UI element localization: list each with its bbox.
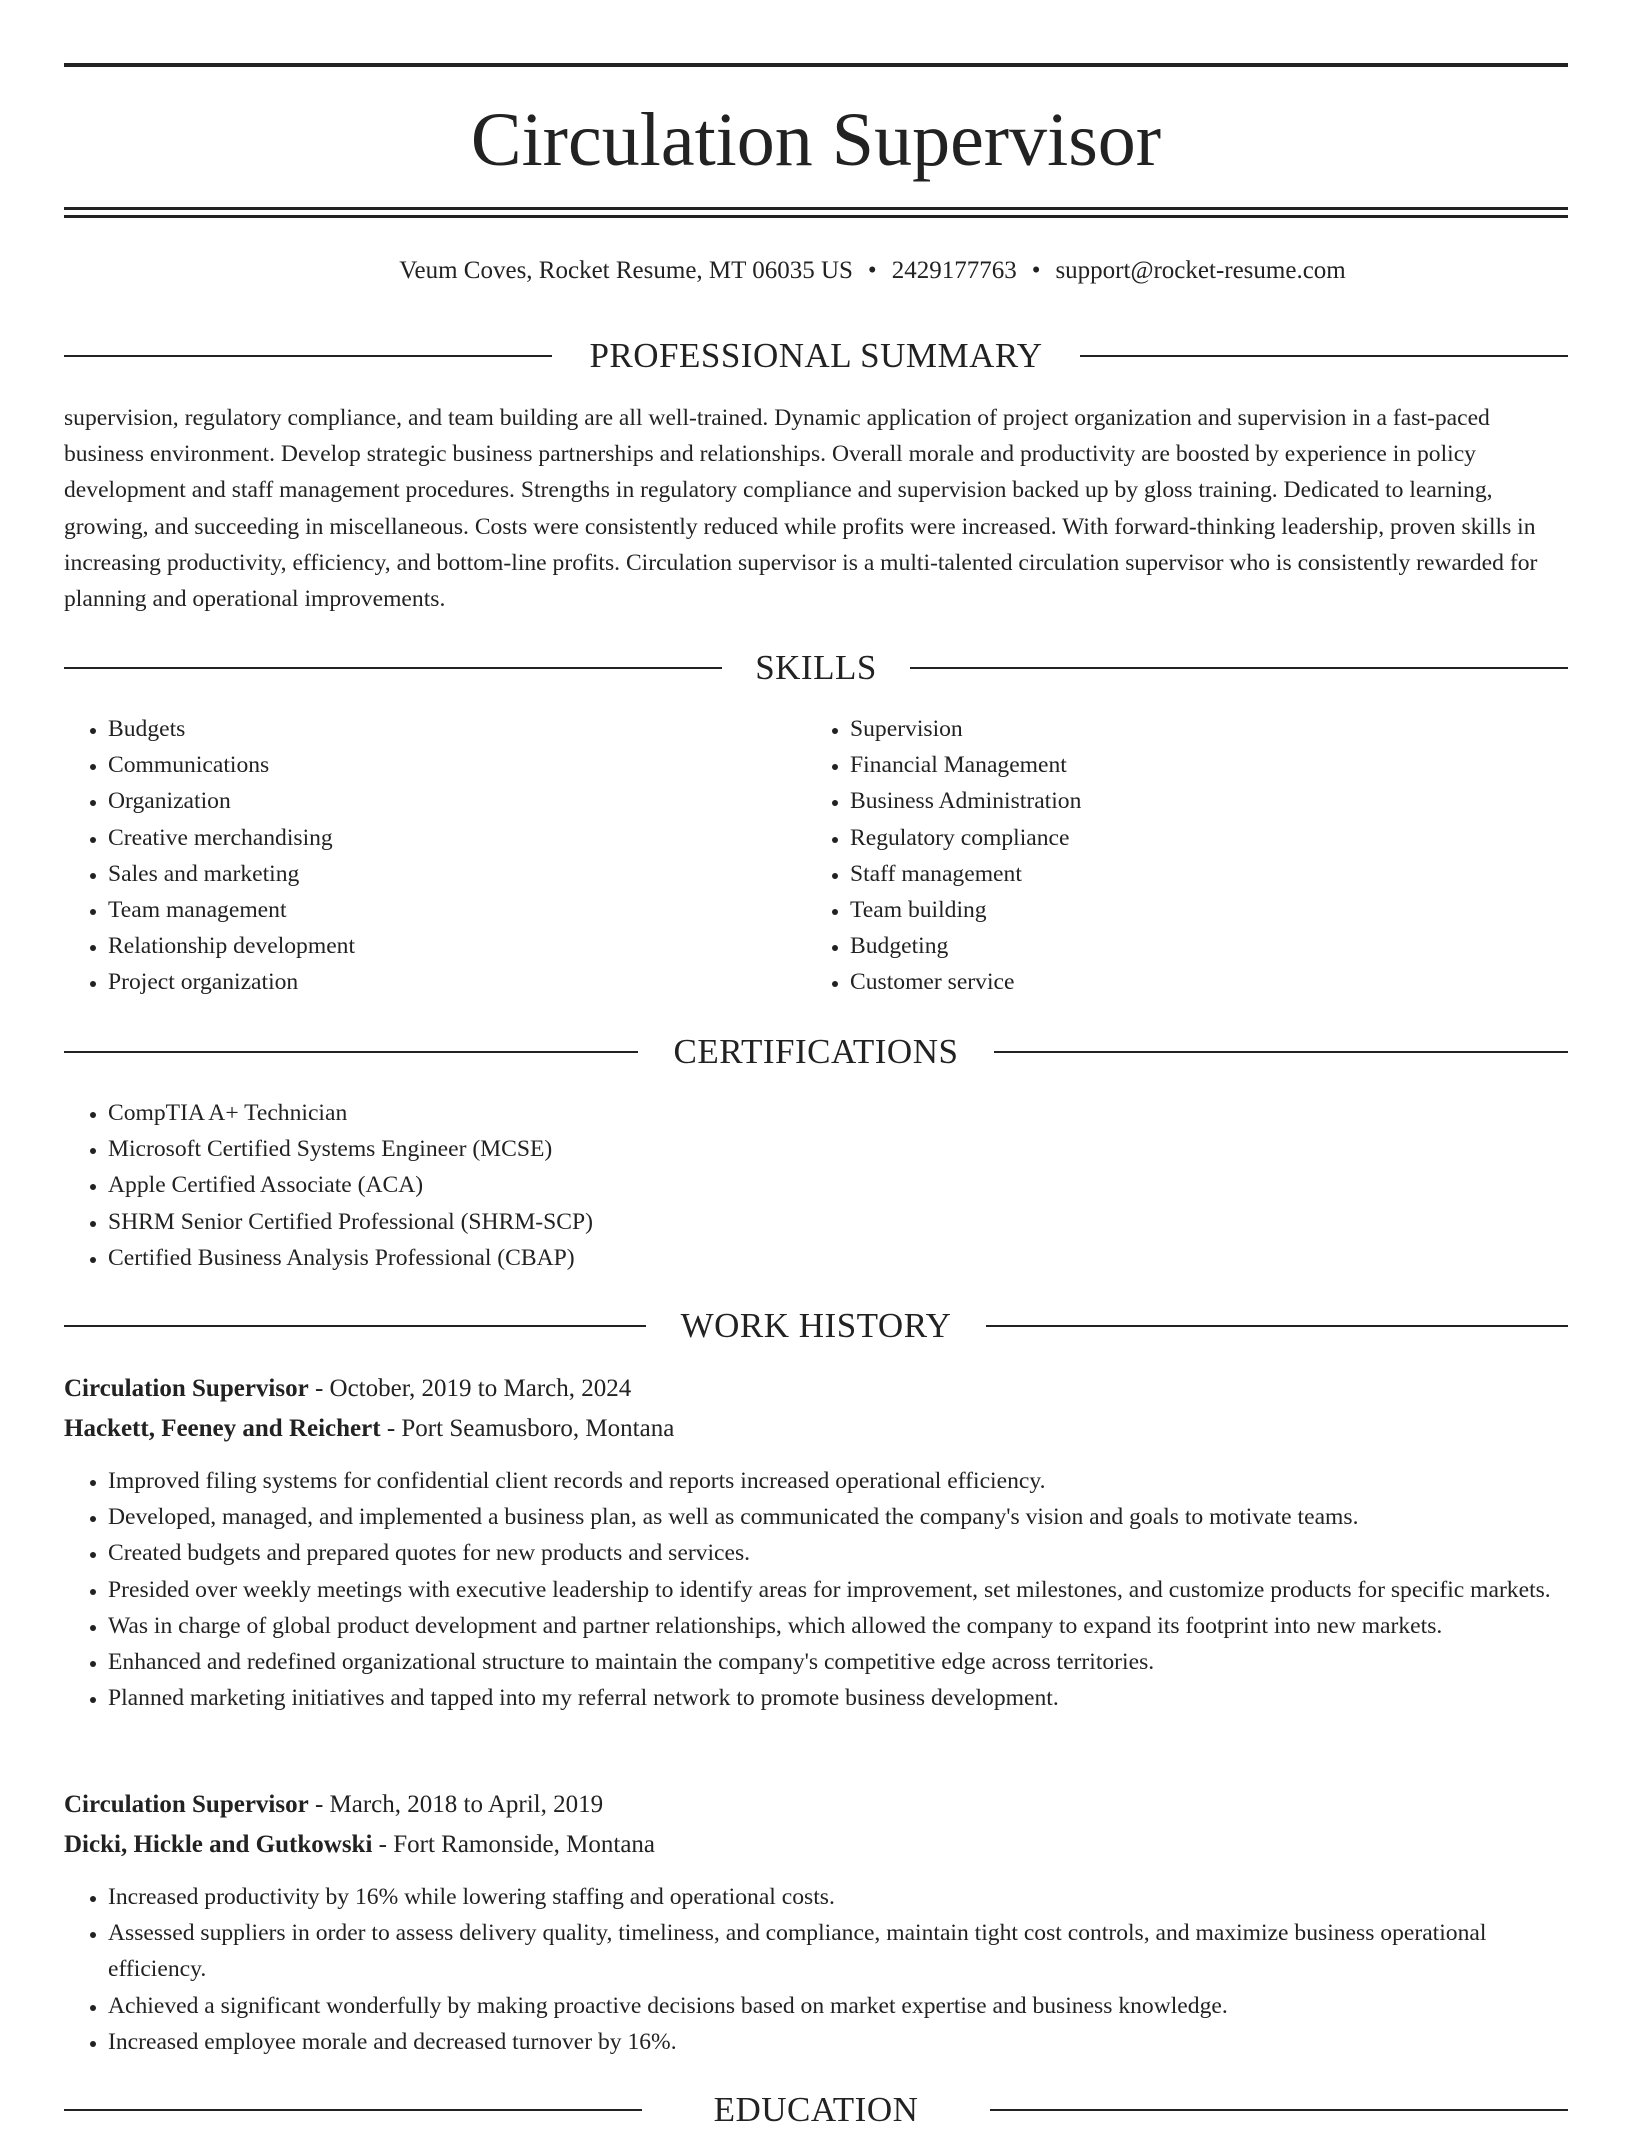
job-bullet: • Improved filing systems for confidential client records and reports increased operational efficiency. [108, 1463, 1568, 1499]
section-title: PROFESSIONAL SUMMARY [589, 336, 1043, 375]
skill-item: • Team management [108, 892, 806, 928]
job-company-line [64, 1411, 1568, 1447]
job-bullets [64, 1463, 1568, 1716]
job-bullet: • Was in charge of global product development and partner relationships, which allowed the company to expand its footprint into new markets. [108, 1608, 1568, 1644]
section-heading-certifications [64, 1032, 1568, 1072]
job-company: Dicki, Hickle and Gutkowski [64, 1831, 373, 1858]
skill-item: • Sales and marketing [108, 856, 806, 892]
job-company-line [64, 1827, 1568, 1863]
summary-text: supervision, regulatory compliance, and team building are all well-trained. Dynamic application of project organization and supervision in a fast-paced business environment. Develop strategic business partnerships and relationships. Overall morale and productivity are boosted by experience in policy development and staff management procedures. Strengths in regulatory compliance and supervision backed up by gloss training. Dedicated to learning, growing, and succeeding in miscellaneous. Costs were consistently reduced while profits were increased. With forward-thinking leadership, proven skills in increasing productivity, efficiency, and bottom-line profits. Circulation supervisor is a multi-talented circulation supervisor who is consistently rewarded for planning and operational improvements. [64, 405, 1538, 613]
job-title-line [64, 1371, 1568, 1407]
job-bullets-container [64, 1463, 1568, 1716]
job-bullet: • Planned marketing initiatives and tapped into my referral network to promote business development. [108, 1680, 1568, 1716]
contact-email: support@rocket-resume.com [1055, 257, 1346, 284]
certification-item: • Microsoft Certified Systems Engineer (MCSE) [108, 1131, 1568, 1167]
skill-item: • Supervision [850, 711, 1568, 747]
contact-address: Veum Coves, Rocket Resume, MT 06035 US [399, 257, 853, 284]
job-role: Circulation Supervisor [64, 1791, 309, 1818]
section-title: WORK HISTORY [680, 1306, 952, 1345]
job-bullet: • Increased employee morale and decreased turnover by 16%. [108, 2024, 1568, 2060]
skills-list-right [806, 711, 1568, 1001]
contact-phone: 2429177763 [891, 257, 1017, 284]
job-title-line [64, 1787, 1568, 1823]
certification-item: • Apple Certified Associate (ACA) [108, 1167, 1568, 1203]
skill-item: • Communications [108, 747, 806, 783]
skill-item: • Creative merchandising [108, 820, 806, 856]
skill-item: • Relationship development [108, 928, 806, 964]
job-bullet: • Achieved a significant wonderfully by making proactive decisions based on market expertise and business knowledge. [108, 1988, 1568, 2024]
job-bullet: • Presided over weekly meetings with executive leadership to identify areas for improvement, set milestones, and customize products for specific markets. [108, 1572, 1568, 1608]
job-location: - Fort Ramonside, Montana [372, 1831, 656, 1858]
section-heading-work-history [64, 1306, 1568, 1346]
contact-separator: • [1031, 257, 1041, 284]
job-bullets-container [64, 1879, 1568, 2060]
skill-item: • Project organization [108, 964, 806, 1000]
certification-item: • SHRM Senior Certified Professional (SHRM-SCP) [108, 1204, 1568, 1240]
skill-item: • Business Administration [850, 783, 1568, 819]
skill-item: • Staff management [850, 856, 1568, 892]
job-company: Hackett, Feeney and Reichert [64, 1415, 381, 1442]
job-dates: - March, 2018 to April, 2019 [308, 1791, 604, 1818]
skill-item: • Regulatory compliance [850, 820, 1568, 856]
skill-item: • Budgeting [850, 928, 1568, 964]
job-bullet: • Created budgets and prepared quotes for new products and services. [108, 1535, 1568, 1571]
job-bullets [64, 1879, 1568, 2060]
section-heading-skills [64, 648, 1568, 688]
certifications-list-container [64, 1095, 1568, 1276]
certifications-list [64, 1095, 1568, 1276]
job-bullet: • Increased productivity by 16% while lowering staffing and operational costs. [108, 1879, 1568, 1915]
skill-item: • Organization [108, 783, 806, 819]
candidate-name: Circulation Supervisor [470, 98, 1162, 182]
skills-column-left [64, 711, 806, 1001]
section-heading-education [64, 2090, 1568, 2130]
job-bullet: • Assessed suppliers in order to assess delivery quality, timeliness, and compliance, maintain tight cost controls, and maximize business operational efficiency. [108, 1915, 1568, 1987]
section-title: SKILLS [755, 648, 877, 687]
job-role: Circulation Supervisor [64, 1375, 309, 1402]
job-dates: - October, 2019 to March, 2024 [308, 1375, 632, 1402]
skill-item: • Team building [850, 892, 1568, 928]
section-title: CERTIFICATIONS [673, 1032, 959, 1071]
skills-column-right [806, 711, 1568, 1001]
job-location: - Port Seamusboro, Montana [380, 1415, 675, 1442]
contact-line [64, 254, 1632, 288]
skill-item: • Budgets [108, 711, 806, 747]
skill-item: • Financial Management [850, 747, 1568, 783]
certification-item: • CompTIA A+ Technician [108, 1095, 1568, 1131]
header-top-rule [64, 63, 1568, 67]
section-title: EDUCATION [713, 2090, 919, 2129]
skills-list-left [64, 711, 806, 1001]
certification-item: • Certified Business Analysis Professional (CBAP) [108, 1240, 1568, 1276]
section-heading-summary [64, 336, 1568, 376]
contact-separator: • [867, 257, 877, 284]
skill-item: • Customer service [850, 964, 1568, 1000]
job-bullet: • Developed, managed, and implemented a business plan, as well as communicated the company's vision and goals to motivate teams. [108, 1499, 1568, 1535]
job-bullet: • Enhanced and redefined organizational structure to maintain the company's competitive edge across territories. [108, 1644, 1568, 1680]
resume-page [64, 0, 1568, 2129]
header-double-rule [64, 207, 1568, 218]
